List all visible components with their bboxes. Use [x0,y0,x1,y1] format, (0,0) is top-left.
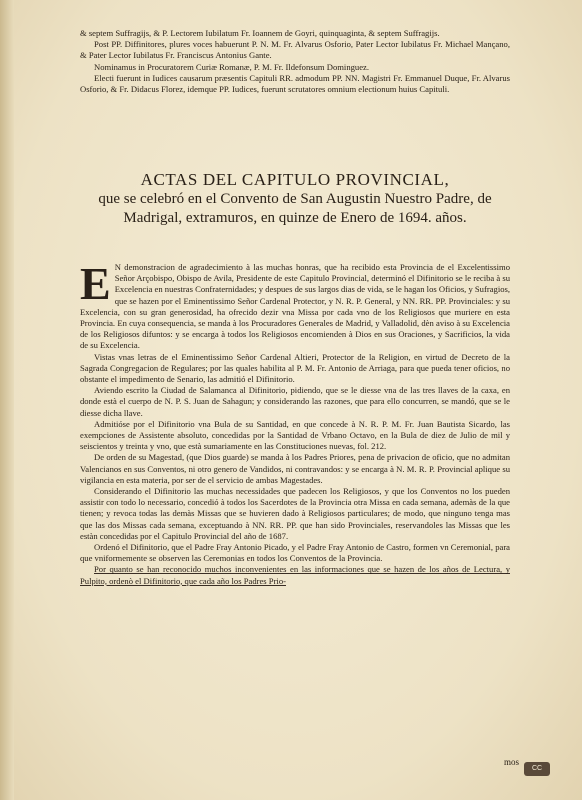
drop-cap: E [80,258,111,309]
paragraph-3: Aviendo escrito la Ciudad de Salamanca al Difinitorio, pidiendo, que se le diesse vna de las tres llaves de la caxa, en donde està el cuerpo de N. P. S. Juan de Sahagun; y considerando las razones, que para ello concurren, se mandó, que se le diesse dicha llave. [80,385,510,418]
top-latin-section [80,28,510,95]
section-title [80,170,510,228]
paragraph-1 [80,258,510,352]
latin-line-3: Nominamus in Procuratorem Curiæ Romanæ, P. M. Fr. Ildefonsum Dominguez. [94,61,369,72]
paragraph-6: Considerando el Difinitorio las muchas necessidades que padecen los Religiosos, y que los Conventos no los pueden assistir con todo lo necessario, concedió à todos los Sacerdotes de la Provincia otra Missa en cada semana, ademàs de la que tienen; y revoca todas las demàs Missas que se huvieren dado à Religiosos particulares; de modo, que ninguno tenga mas que las dos Missas cada semana, exceptuando à NN. RR. PP. que han sido Provinciales, reservandoles las Missas que les estàn concedidas por el Capitulo Provincial del año de 1687. [80,486,510,541]
page-edge [0,0,14,800]
library-stamp: CC [524,762,550,776]
body-text [80,258,510,587]
paragraph-8: Por quanto se han reconocido muchos inconvenientes en las informaciones que se hazen de los años de Lectura, y Pulpito, ordenò el Difinitorio, que cada año los Padres Prio- [80,564,510,586]
title-main: ACTAS DEL CAPITULO PROVINCIAL, [140,170,450,189]
paragraph-1-text: N demonstracion de agradecimiento à las muchas honras, que ha recibido esta Provincia de el Excelentissimo Señor Arçobispo, Obispo de Avila, Presidente de este Capitulo Provincial, determinó el Difinitorio se le reciba à su Excelencia en nuestras Confraternidades; y despues de sus largos dias de vida, se le hagan los Oficios, y Sufragios, que se hazen por el Eminentissimo Señor Cardenal Protector, y N. R. P. General, y NN. RR. PP. Provinciales: y su Excelencia, con su gran generosidad, ha ofrecido dezir vna Missa por cada vno de los Religiosos que muriere en esta Provincia. En cuya consequencia, se manda à los Procuradores Generales de Madrid, y Valladolid, dèn aviso à su Excelencia de los Religiosos difuntos: y se encarga à todos los Religiosos encomienden à Dios en sus Oraciones, y Sacrificios, la vida de su Excelencia. [80,262,510,351]
latin-line-2: Post PP. Diffinitores, plures voces habuerunt P. N. M. Fr. Alvarus Osforio, Pater Lector Iubilatus Fr. Michael Mançano, & Pater Lector Iubilatus Fr. Franciscus Antonius Gante. [80,39,510,61]
catchword: mos [504,757,520,767]
paragraph-5: De orden de su Magestad, (que Dios guarde) se manda à los Padres Priores, pena de privacion de oficio, que no admitan Valencianos en sus Conventos, ni otro genero de Vandidos, ni contravandos: y se encarga à N. M. R. P. Provincial aplique su vigilancia en esta materia, por ser de el servicio de ambas Magestades. [80,452,510,485]
paragraph-7: Ordenó el Difinitorio, que el Padre Fray Antonio Picado, y el Padre Fray Antonio de Castro, formen vn Ceremonial, para que vniformemente se observen las Ceremonias en todos los Conventos de la Provincia. [80,542,510,564]
paragraph-2: Vistas vnas letras de el Eminentissimo Señor Cardenal Altieri, Protector de la Religion, en virtud de Decreto de la Sagrada Congregacion de Regulares; por las quales habilita al P. M. Fr. Antonio de Arriaga, para que pueda tener oficios, no obstante el impedimento de Senario, las admitió el Difinitorio. [80,351,510,385]
latin-line-1: & septem Suffragijs, & P. Lectorem Iubilatum Fr. Ioannem de Goyri, quinquaginta, & septem Suffragijs. [80,28,440,38]
paragraph-4: Admitióse por el Difinitorio vna Bula de su Santidad, en que concede à N. R. P. M. Fr. Juan Bautista Sicardo, las exempciones de Assistente absoluto, concedidas por la Santidad de Vrbano Octavo, en la Bula de diez de Julio de mil y seiscientos y treinta y vno, que està sumariamente en las Constituciones nuevas, fol. 212. [80,418,510,452]
title-sub: que se celebró en el Convento de San Augustin Nuestro Padre, de Madrigal, extramuros, en quinze de Enero de 1694. años. [98,191,492,226]
latin-line-4: Electi fuerunt in Iudices causarum præsentis Capituli RR. admodum PP. NN. Magistri Fr. Emmanuel Duque, Fr. Alvarus Osforio, & Fr. Didacus Florez, idemque PP. Iudices, fuerunt scrutatores omnium electionum huius Capituli. [80,72,510,95]
